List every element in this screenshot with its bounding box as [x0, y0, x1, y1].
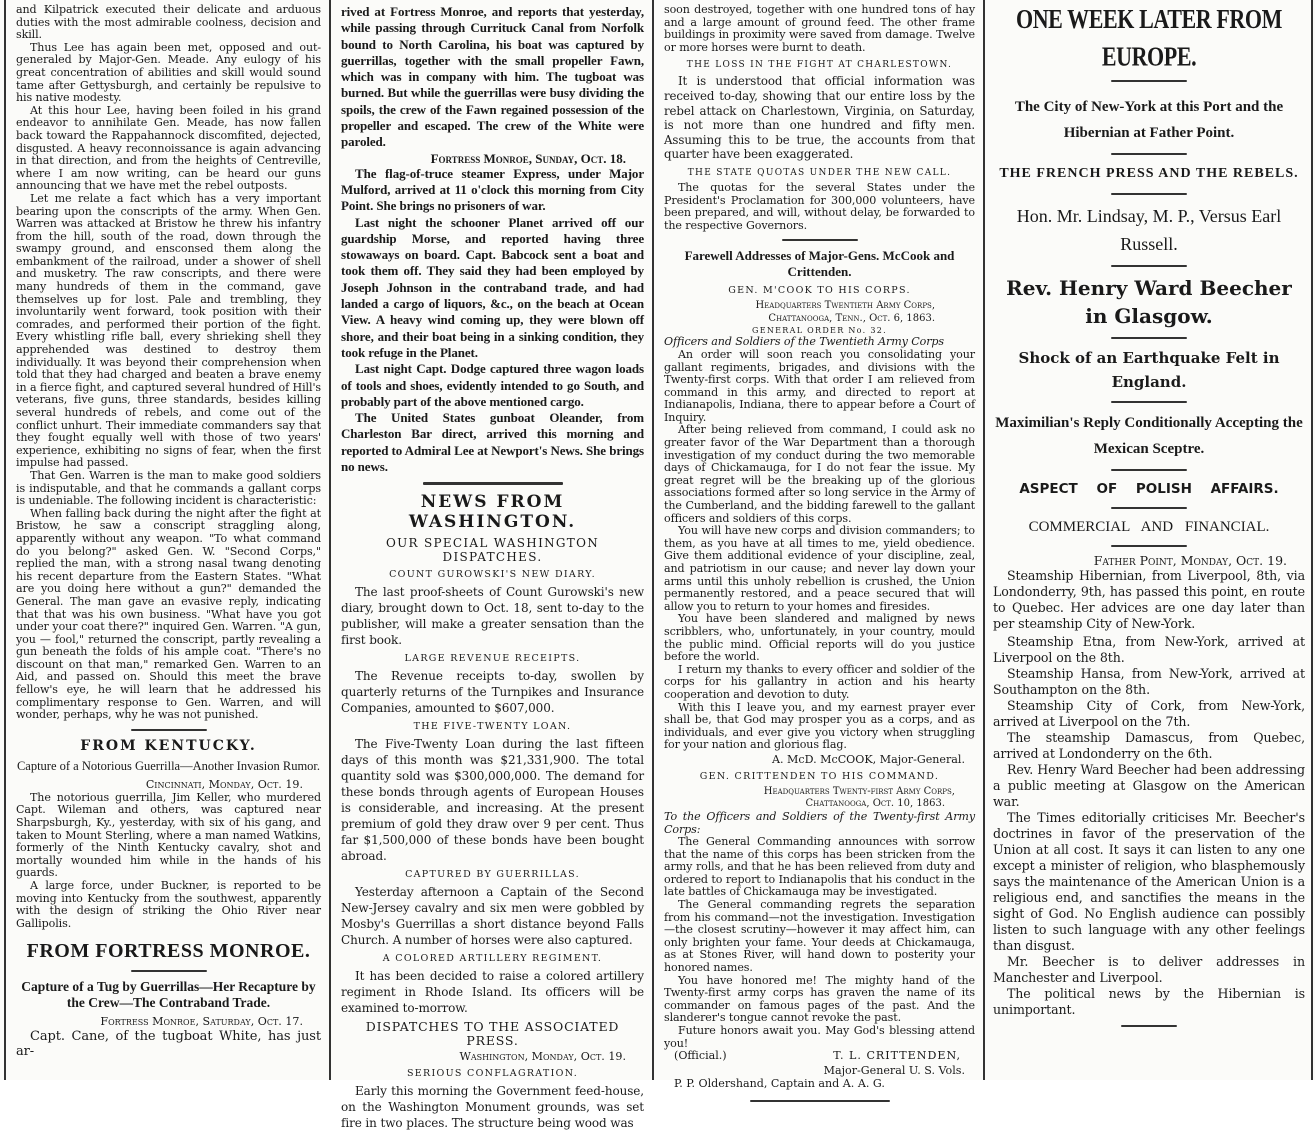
- article-paragraph: I return my thanks to every officer and soldier of the corps for his gallantry in action and his hearty cooperation and devotion to duty.: [664, 662, 975, 701]
- subhead: THE STATE QUOTAS UNDER THE NEW CALL.: [687, 167, 952, 178]
- article-paragraph: Future honors await you. May God's blessing attend you!: [664, 1024, 975, 1050]
- section-divider: [1111, 337, 1187, 339]
- section-divider: [1111, 469, 1187, 471]
- article-paragraph: A large force, under Buckner, is reported to be moving into Kentucky from the southwest, apparently with the design of striking the Ohio River near Gallipolis.: [16, 879, 321, 930]
- article-paragraph: Thus Lee has again been met, opposed and out-generaled by Major-Gen. Meade. Any eulogy of his great concentration of abilities and skill would sound tame after Gettysburgh, and certainly be repulsive to his native modesty.: [16, 40, 321, 105]
- article-paragraph: The last proof-sheets of Count Gurowski's new diary, brought down to Oct. 18, sent to-day to the publisher, will make a greater sensation than the first book.: [341, 585, 644, 648]
- column-1: [6, 0, 329, 1080]
- dateline: Fortress Monroe, Saturday, Oct. 17.: [100, 1015, 303, 1029]
- article-paragraph: After being relieved from command, I could ask no greater favor of the War Department than a thorough investigation of my conduct during the two memorable days of Chickamauga, for I do not fear the issue. My great regret will be the breaking up of the glorious associations formed after so long service in the Army of the Cumberland, and the bidding farewell to the gallant officers and soldiers of this corps.: [664, 423, 975, 525]
- signature-name: T. L. CRITTENDEN,: [833, 1049, 961, 1063]
- article-paragraph: Steamship Hansa, from New-York, arrived at Southampton on the 8th.: [993, 666, 1305, 697]
- headline-kentucky: FROM KENTUCKY.: [80, 737, 257, 754]
- article-paragraph: Yesterday afternoon a Captain of the Second New-Jersey cavalry and six men were gobbled by Mosby's Guerrillas a short distance beyond Falls Church. A number of horses were also captured.: [341, 885, 644, 948]
- deck-french-press: THE FRENCH PRESS AND THE REBELS.: [999, 166, 1299, 181]
- deck-earthquake: Shock of an Earthquake Felt in England.: [1018, 349, 1280, 391]
- deck-kentucky: Capture of a Notorious Guerrilla—Another Invasion Rumor.: [16, 758, 321, 773]
- article-paragraph: Steamship Etna, from New-York, arrived at Liverpool on the 8th.: [993, 634, 1305, 665]
- article-paragraph: An order will soon reach you consolidating your gallant regiments, brigades, and divisions with the Twenty-first corps. With that order I am relieved from command in this army, and directed to report at Indianapolis, Indiana, there to appear before a Court of Inquiry.: [664, 347, 975, 424]
- section-divider: [423, 482, 563, 485]
- headline-europe: ONE WEEK LATER FROM EUROPE.: [1015, 3, 1282, 72]
- article-paragraph: The quotas for the several States under the President's Proclamation for 300,000 volunteers, have been prepared, and will, without delay, be forwarded to the respective Governors.: [664, 180, 975, 232]
- section-divider: [782, 239, 858, 241]
- dateline: Cincinnati, Monday, Oct. 19.: [145, 777, 303, 791]
- article-paragraph: It is understood that official information was received to-day, showing that our entire loss by the rebel attack on Charlestown, Virginia, on Saturday, is not more than one hundred and fifty men. Assuming this to be true, the accounts from that quarter have been exaggerated.: [664, 74, 975, 162]
- section-divider: [1111, 193, 1187, 195]
- article-paragraph: The Revenue receipts to-day, swollen by quarterly returns of the Turnpikes and Insurance Companies, amounted to $607,000.: [341, 669, 644, 716]
- article-paragraph: At this hour Lee, having been foiled in his grand endeavor to annihilate Gen. Meade, has now fallen back toward the Rappahannock discomfited, dejected, disgusted. A heavy reconnoissance is again advancing in that direction, and from the heights of Centreville, where I am now writing, can be heard our guns announcing that we have met the rebel outposts.: [16, 103, 321, 193]
- column-rule-right: [1311, 0, 1313, 1080]
- headline-farewell-addresses: Farewell Addresses of Major-Gens. McCook and Crittenden.: [684, 248, 955, 280]
- deck-lindsay: Hon. Mr. Lindsay, M. P., Versus Earl Russell.: [1016, 206, 1282, 254]
- salutation: Officers and Soldiers of the Twentieth Army Corps: [664, 335, 945, 349]
- section-divider: [1111, 545, 1187, 547]
- article-paragraph: and Kilpatrick executed their delicate and arduous duties with the most admirable coolness, decision and skill.: [16, 3, 321, 42]
- article-paragraph: That Gen. Warren is the man to make good soldiers is indisputable, and that he commands a gallant corps is undeniable. The following incident is characteristic:: [16, 468, 321, 508]
- dateline: Father Point, Monday, Oct. 19.: [1093, 553, 1287, 568]
- signature-title: Major-General U. S. Vols.: [823, 1063, 965, 1077]
- subhead: GEN. CRITTENDEN TO HIS COMMAND.: [699, 770, 940, 782]
- deck-commercial: COMMERCIAL AND FINANCIAL.: [1028, 519, 1270, 535]
- section-divider: [1111, 153, 1187, 155]
- official-label: (Official.): [674, 1049, 727, 1063]
- deck-fortress-monroe: Capture of a Tug by Guerrillas—Her Recapture by the Crew—The Contraband Trade.: [21, 979, 316, 1011]
- deck-polish-affairs: ASPECT OF POLISH AFFAIRS.: [1019, 481, 1279, 497]
- article-paragraph: The Five-Twenty Loan during the last fifteen days of this month was $21,331,900. The total quantity sold was $300,000,000. The demand for these bonds through agents of European Houses is considerable, and increasing. At the present premium of gold they draw over 9 per cent. Thus far $1,500,000 of these bonds have been bought abroad.: [341, 737, 644, 864]
- aag-line: P. P. Oldershand, Captain and A. A. G.: [674, 1076, 885, 1090]
- article-paragraph: Mr. Beecher is to deliver addresses in Manchester and Liverpool.: [993, 954, 1305, 985]
- article-paragraph: It has been decided to raise a colored artillery regiment in Rhode Island. Its officers will be examined to-morrow.: [341, 969, 644, 1016]
- article-paragraph: The Times editorially criticises Mr. Beecher's doctrines in favor of the preservation of the Union at all cost. It says it can listen to any one except a minister of religion, who blasphemously says the maintenance of the American Union is a religious end, and sanctifies the means in the sight of God. No English audience can possibly listen to such language with any other feelings than disgust.: [993, 810, 1305, 953]
- headquarters-line: Headquarters Twentieth Army Corps,: [755, 300, 935, 312]
- article-paragraph: Steamship City of Cork, from New-York, arrived at Liverpool on the 7th.: [993, 698, 1305, 729]
- deck-beecher-glasgow: Rev. Henry Ward Beecher in Glasgow.: [1006, 276, 1292, 328]
- article-paragraph: You have been slandered and maligned by news scribblers, who, unfortunately, in your country, mould the public mind. Official reports will do you justice before the world.: [664, 612, 975, 664]
- subhead: THE FIVE-TWENTY LOAN.: [413, 721, 572, 733]
- article-paragraph: The flag-of-truce steamer Express, under Major Mulford, arrived at 11 o'clock this morning from City Point. She brings no prisoners of war.: [341, 165, 644, 214]
- article-paragraph: With this I leave you, and my earnest prayer ever shall be, that God may prosper you as a corps, and as individuals, and ever give you victory when struggling for your nation and glorious flag.: [664, 700, 975, 752]
- dateline: Fortress Monroe, Sunday, Oct. 18.: [430, 150, 626, 166]
- headquarters-line: Headquarters Twenty-first Army Corps,: [763, 785, 955, 797]
- subhead: SERIOUS CONFLAGRATION.: [406, 1068, 579, 1080]
- signature: A. McD. McCOOK, Major-General.: [771, 752, 965, 766]
- subhead: A COLORED ARTILLERY REGIMENT.: [382, 953, 603, 965]
- article-paragraph: Last night the schooner Planet arrived off our guardship Morse, and reported having three stowaways on board. Capt. Babcock sent a boat and took them off. They said they had been employed by Joseph Johnson in the contraband trade, and had landed a cargo of liquors, &c., on the beach at Ocean View. A heavy wind coming up, they were blown off shore, and their boat being in a sinking condition, they took refuge in the Planet.: [341, 214, 644, 360]
- section-divider: [1111, 265, 1187, 267]
- article-paragraph: Last night Capt. Dodge captured three wagon loads of tools and shoes, evidently intended to go South, and probably part of the above mentioned cargo.: [341, 361, 644, 409]
- section-divider: [1121, 1025, 1177, 1027]
- column-4: [985, 0, 1311, 1080]
- headquarters-line: Chattanooga, Oct. 10, 1863.: [805, 798, 945, 810]
- article-paragraph: When falling back during the night after the fight at Bristow, he saw a conscript straggling along, apparently without any weapon. "To what command do you belong?" asked Gen. W. "Second Corps," replied the man, with a strong nasal twang denoting his recent departure from the Eastern States. "What are you doing here without a gun?" demanded the General. The man gave an evasive reply, indicating that that was his own business. "What have you got under your coat there?" inquired Gen. Warren. "A gun, you — fool," returned the conscript, partly revealing a gun beneath the folds of his ample coat. "There's no discount on that man," remarked Gen. Warren to an Aid, and passed on. Should this meet the brave fellow's eye, he will learn that he addressed his complimentary response to Gen. Warren, and will wonder, perhaps, why he was not punished.: [16, 506, 321, 722]
- article-paragraph: The notorious guerrilla, Jim Keller, who murdered Capt. Wileman and others, was captured near Sharpsburgh, Ky., yesterday, with six of his gang, and taken to Mount Sterling, where a man named Watkins, formerly of the Ninth Kentucky cavalry, shot and mortally wounded him while in the hands of his guards.: [16, 790, 321, 880]
- article-paragraph: The steamship Damascus, from Quebec, arrived at Londonderry on the 6th.: [993, 730, 1305, 761]
- headquarters-line: Chattanooga, Tenn., Oct. 6, 1863.: [768, 312, 935, 324]
- subhead: DISPATCHES TO THE ASSOCIATED PRESS.: [365, 1019, 620, 1049]
- article-paragraph: The General Commanding announces with sorrow that the name of this corps has been stricken from the army rolls, and that he has been relieved from duty and ordered to report to Indianapolis that his conduct in the late battles of Chickamauga may be investigated.: [664, 835, 975, 899]
- article-paragraph: Early this morning the Government feed-house, on the Washington Monument grounds, was set fire in two places. The structure being wood was: [341, 1084, 644, 1131]
- article-paragraph: You will have new corps and division commanders; to them, as you have at all times to me, yield obedience. Give them additional evidence of your discipline, zeal, and patriotism in our cause; and never lay down your arms until this unholy rebellion is crushed, the Union permanently restored, and a peace secured that will allow you to return to your homes and firesides.: [664, 524, 975, 613]
- article-paragraph: Steamship Hibernian, from Liverpool, 8th, via Londonderry, 9th, has passed this point, en route to Quebec. Her advices are one day later than per steamship City of New-York.: [993, 568, 1305, 631]
- section-divider: [1111, 401, 1187, 403]
- dateline: Washington, Monday, Oct. 19.: [459, 1050, 626, 1064]
- column-3: [654, 0, 983, 1090]
- article-paragraph: The United States gunboat Oleander, from Charleston Bar direct, arrived this morning and reported to Admiral Lee at Newport's News. She brings no news.: [341, 410, 644, 475]
- subhead: COUNT GUROWSKI'S NEW DIARY.: [389, 569, 596, 581]
- article-paragraph: Let me relate a fact which has a very important bearing upon the conscripts of the army. When Gen. Warren was attacked at Bristow he threw his infantry from the hill, south of the road, down through the swampy ground, and ensconsed them along the embankment of the railroad, under a shower of shell and musketry. The raw conscripts, and there were many hundreds of them in the command, gave themselves up for lost. Pale and trembling, they involuntarily went forward, took position with their comrades, and performed their portion of the fight. Every whistling rifle ball, every shrieking shell they apprehended was destined to destroy them individually. It was beyond their comprehension when told that they had charged and beaten a brave enemy in a fierce fight, and captured several hundred of Hill's veterans, five guns, three standards, besides killing several hundreds of rebels, and come out of the conflict unhurt. Their immediate commanders say that they fought equally well with those of two years' experience, exhibiting no signs of fear, when the first impulse had passed.: [16, 191, 321, 470]
- salutation: To the Officers and Soldiers of the Twenty-first Army Corps:: [664, 809, 975, 836]
- subhead: LARGE REVENUE RECEIPTS.: [404, 653, 581, 665]
- article-paragraph: Rev. Henry Ward Beecher had been addressing a public meeting at Glasgow on the American war.: [993, 762, 1305, 809]
- deck-city-of-new-york: The City of New-York at this Port and the Hibernian at Father Point.: [1014, 99, 1284, 141]
- article-paragraph: The political news by the Hibernian is unimportant.: [993, 986, 1305, 1017]
- article-paragraph: rived at Fortress Monroe, and reports that yesterday, while passing through Currituck Canal from Norfolk bound to North Carolina, his boat was captured by guerrillas, together with the small propeller Fawn, which was in company with him. The tugboat was burned. But while the guerrillas were busy dividing the spoils, the crew of the Fawn regained possession of the propeller and escaped. The crew of the White were paroled.: [341, 4, 644, 150]
- section-divider: [1111, 507, 1187, 509]
- headline-washington: NEWS FROM WASHINGTON.: [408, 492, 577, 533]
- general-order: GENERAL ORDER No. 32.: [752, 326, 887, 336]
- subhead: GEN. M'COOK TO HIS CORPS.: [728, 285, 911, 297]
- section-divider: [131, 970, 207, 972]
- section-divider: [750, 1100, 890, 1102]
- article-paragraph: soon destroyed, together with one hundred tons of hay and a large amount of ground feed. The other frame buildings in proximity were saved from damage. Twelve or more horses were burnt to death.: [664, 3, 975, 54]
- column-2: [331, 0, 652, 1131]
- section-divider: [131, 729, 207, 731]
- article-paragraph: You have honored me! The mighty hand of the Twenty-first army corps has graven the name of its commander on famous pages of the past. And the slanderer's tongue cannot revoke the past.: [664, 973, 975, 1025]
- subhead: OUR SPECIAL WASHINGTON DISPATCHES.: [385, 536, 600, 565]
- deck-maximilian: Maximilian's Reply Conditionally Accepting the Mexican Sceptre.: [995, 415, 1303, 457]
- subhead: THE LOSS IN THE FIGHT AT CHARLESTOWN.: [686, 60, 953, 71]
- subhead: CAPTURED BY GUERRILLAS.: [405, 869, 580, 881]
- article-paragraph: Capt. Cane, of the tugboat White, has just ar-: [16, 1029, 321, 1060]
- article-paragraph: The General commanding regrets the separation from his command—not the investigation. Investigation—the closest scrutiny—however it may affect him, can only brighten your fame. Your deeds at Chickamauga, as at Stones River, will hand down to posterity your honored names.: [664, 898, 975, 975]
- section-divider: [1111, 80, 1187, 82]
- signature-block: [664, 1050, 975, 1063]
- headline-fortress-monroe: FROM FORTRESS MONROE.: [26, 940, 311, 963]
